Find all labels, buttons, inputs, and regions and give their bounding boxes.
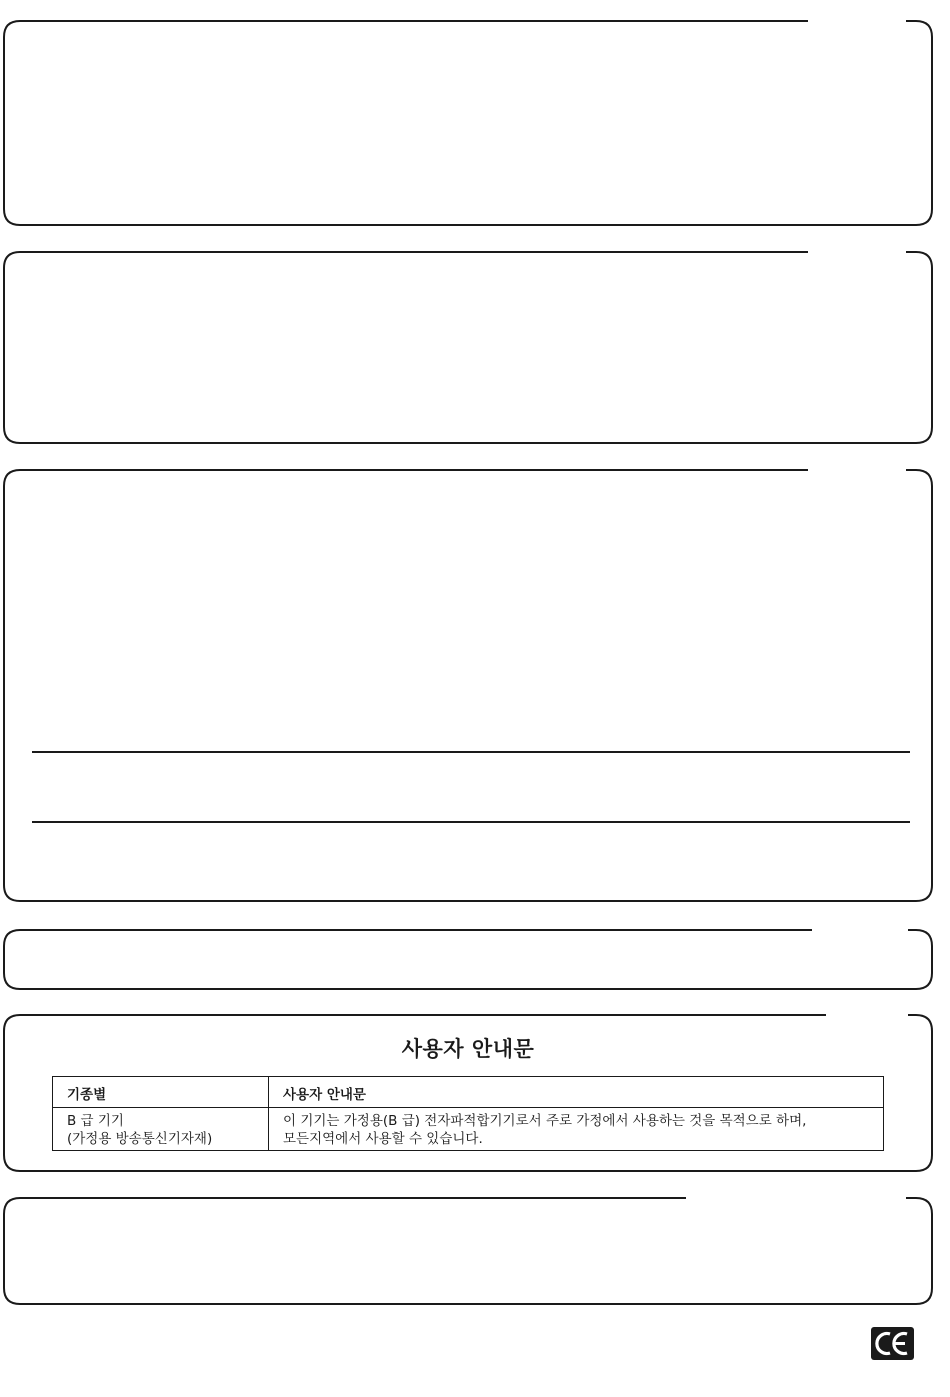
- table-row: [53, 1108, 884, 1151]
- cell-user-guide: [269, 1108, 884, 1151]
- frame-panel-2: [4, 252, 932, 443]
- user-guide-line: 이 기기는 가정용(B 급) 전자파적합기기로서 주로 가정에서 사용하는 것을 목적으로 하며,: [283, 1113, 807, 1129]
- frame-panel-1: [4, 21, 932, 225]
- header-device-class: 기종별: [53, 1077, 269, 1108]
- frame-panel-6: [4, 1198, 932, 1304]
- frame-panel-3: [4, 470, 932, 901]
- user-guide-line: 모든지역에서 사용할 수 있습니다.: [283, 1131, 483, 1147]
- table-header-row: [53, 1077, 884, 1108]
- header-user-guide: 사용자 안내문: [269, 1077, 884, 1108]
- frame-panel-4: [4, 930, 932, 989]
- notice-title: 사용자 안내문: [401, 1037, 535, 1061]
- device-class-line: B 급 기기: [67, 1113, 124, 1129]
- device-class-line: (가정용 방송통신기자재): [67, 1131, 213, 1147]
- notice-table: [52, 1076, 884, 1151]
- ce-mark-icon: [871, 1327, 914, 1360]
- cell-device-class: [53, 1108, 269, 1151]
